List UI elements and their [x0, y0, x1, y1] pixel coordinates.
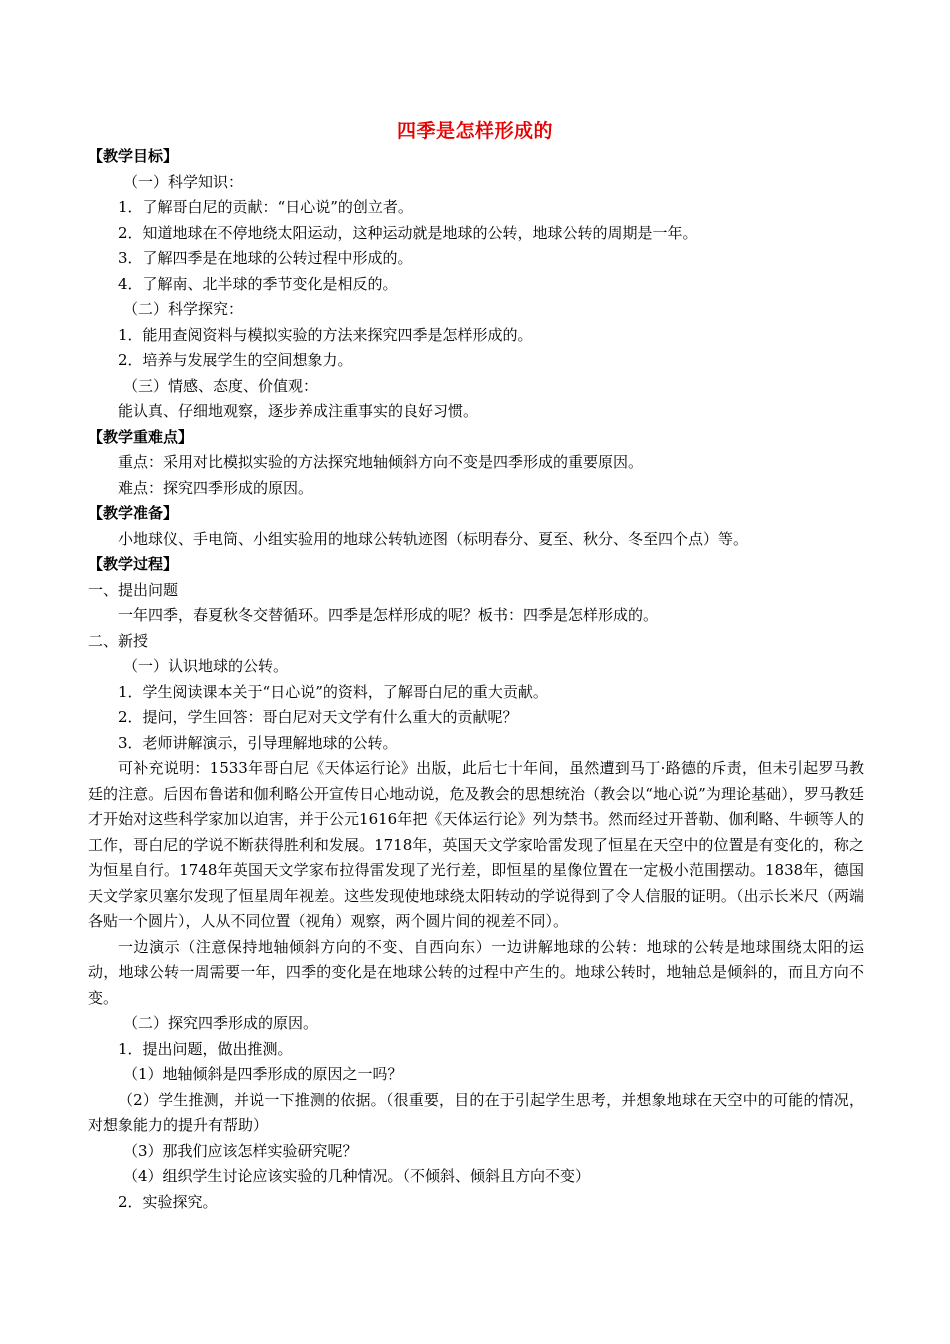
document-body: [88, 144, 864, 1215]
text-line: 2．提问，学生回答：哥白尼对天文学有什么重大的贡献呢？: [118, 708, 518, 726]
text-line: 2．知道地球在不停地绕太阳运动，这种运动就是地球的公转，地球公转的周期是一年。: [118, 223, 698, 242]
text-line: （二）科学探究：: [123, 300, 244, 318]
text-line: （一）科学知识：: [123, 172, 244, 191]
text-line: 2．实验探究。: [118, 1192, 218, 1211]
text-line: 小地球仪、手电筒、小组实验用的地球公转轨迹图（标明春分、夏至、秋分、冬至四个点）等。: [118, 529, 749, 548]
text-line: 1．提出问题，做出推测。: [118, 1039, 293, 1058]
text-line: 一、提出问题: [88, 580, 179, 599]
text-line: 3．了解四季是在地球的公转过程中形成的。: [118, 249, 413, 267]
inquiry-block: [88, 1011, 864, 1088]
text-line: 4．了解南、北半球的季节变化是相反的。: [118, 274, 398, 293]
experiment-block: [88, 1139, 864, 1216]
section-heading: 【教学准备】: [88, 504, 179, 522]
text-line: 1．能用查阅资料与模拟实验的方法来探究四季是怎样形成的。: [118, 325, 533, 344]
text-line: 能认真、仔细地观察，逐步养成注重事实的良好习惯。: [118, 402, 479, 420]
text-line: （4）组织学生讨论应该实验的几种情况。（不倾斜、倾斜且方向不变）: [123, 1167, 591, 1185]
text-line: 1．学生阅读课本关于“日心说”的资料，了解哥白尼的重大贡献。: [118, 682, 548, 701]
objectives-and-process-block: [88, 144, 864, 756]
supplement-paragraph: 可补充说明：1533年哥白尼《天体运行论》出版，此后七十年间，虽然遭到马丁·路德的斥责，但未引起罗马教廷的注意。后因布鲁诺和伽利略公开宣传日心地动说，危及教会的思想统治（教会以“地心说”为理论基础），罗马教廷才开始对这些科学家加以迫害，并于公元1616年把《天体运行论》列为禁书。然而经过开普勒、伽利略、牛顿等人的工作，哥白尼的学说不断获得胜利和发展。1718年，英国天文学家哈雷发现了恒星在天空中的位置是有变化的，称之为恒星自行。1748年英国天文学家布拉得雷发现了光行差，即恒星的星像位置在一定极小范围摆动。1838年，德国天文学家贝塞尔发现了恒星周年视差。这些发现使地球绕太阳转动的学说得到了令人信服的证明。（出示长米尺（两端各贴一个圆片），人从不同位置（视角）观察，两个圆片间的视差不同）。: [88, 759, 864, 930]
section-heading: 【教学目标】: [88, 147, 179, 165]
inference-paragraph: （2）学生推测，并说一下推测的依据。（很重要，目的在于引起学生思考，并想象地球在天空中的可能的情况，对想象能力的提升有帮助）: [88, 1090, 864, 1134]
text-line: 二、新授: [88, 631, 149, 650]
text-line: （一）认识地球的公转。: [123, 657, 289, 675]
text-line: 重点：采用对比模拟实验的方法探究地轴倾斜方向不变是四季形成的重要原因。: [118, 453, 644, 471]
section-heading: 【教学过程】: [88, 555, 179, 573]
text-line: 1．了解哥白尼的贡献：“日心说”的创立者。: [118, 198, 413, 216]
text-line: （三）情感、态度、价值观：: [123, 376, 319, 395]
text-line: （3）那我们应该怎样实验研究呢？: [123, 1141, 358, 1160]
text-line: 难点：探究四季形成的原因。: [118, 478, 314, 497]
demonstration-paragraph: 一边演示（注意保持地轴倾斜方向的不变、自西向东）一边讲解地球的公转：地球的公转是地球围绕太阳的运动，地球公转一周需要一年，四季的变化是在地球公转的过程中产生的。地球公转时，地轴总是倾斜的，而且方向不变。: [88, 937, 864, 1007]
text-line: （1）地轴倾斜是四季形成的原因之一吗？: [123, 1065, 403, 1083]
text-line: 3．老师讲解演示，引导理解地球的公转。: [118, 733, 398, 752]
document-title: 四季是怎样形成的: [396, 120, 553, 142]
text-line: 一年四季，春夏秋冬交替循环。四季是怎样形成的呢？板书：四季是怎样形成的。: [118, 606, 659, 624]
text-line: 2．培养与发展学生的空间想象力。: [118, 351, 353, 369]
section-heading: 【教学重难点】: [88, 427, 194, 446]
text-line: （二）探究四季形成的原因。: [123, 1014, 319, 1032]
